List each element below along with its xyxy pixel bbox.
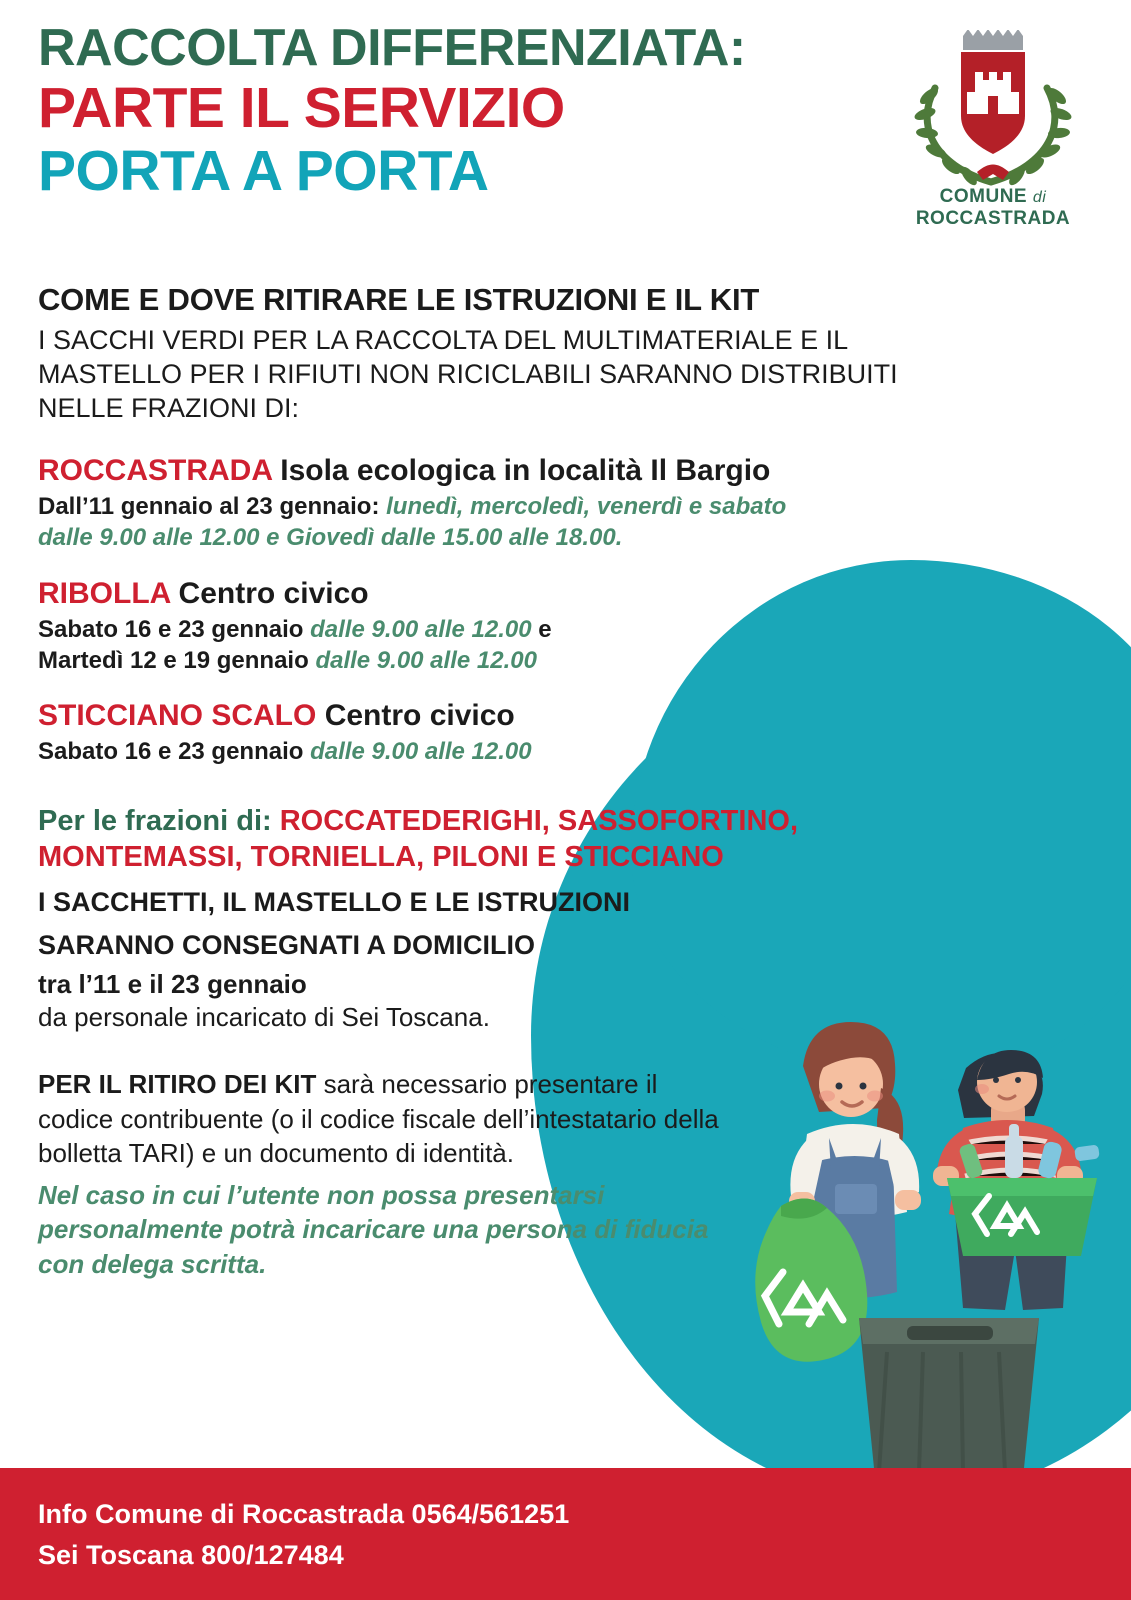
frazioni-dates: tra l’11 e il 23 gennaio xyxy=(38,969,307,1000)
place-where: Centro civico xyxy=(178,576,369,610)
title-line-2: PARTE IL SERVIZIO xyxy=(38,76,565,140)
frazioni-operator: da personale incaricato di Sei Toscana. xyxy=(38,1002,490,1033)
place-block-sticciano-scalo xyxy=(38,698,1038,767)
place-schedule-line-1 xyxy=(38,491,1038,522)
crest-label-di: di xyxy=(1032,189,1047,206)
place-heading xyxy=(38,576,1038,612)
place-name: RIBOLLA xyxy=(38,576,171,610)
place-where: Centro civico xyxy=(324,699,515,732)
footer-contact-bar xyxy=(0,1468,1131,1600)
place-schedule-line-1 xyxy=(38,736,1038,767)
title-line-1: RACCOLTA DIFFERENZIATA: xyxy=(38,19,746,77)
schedule-italic: dalle 9.00 alle 12.00 e Giovedì dalle 15.00 alle 18.00. xyxy=(38,524,623,552)
schedule-bold: Dall’11 gennaio al 23 gennaio: xyxy=(38,493,380,521)
place-schedule-line-2 xyxy=(38,522,1038,553)
ritiro-note: Nel caso in cui l’utente non possa presentarsi personalmente potrà incaricare una persona di fiducia con delega scritta. xyxy=(38,1180,709,1279)
ritiro-title: PER IL RITIRO DEI KIT xyxy=(38,1069,317,1100)
frazioni-caps-line-1: I SACCHETTI, IL MASTELLO E LE ISTRUZIONI xyxy=(38,886,631,917)
people-recycling-illustration xyxy=(711,948,1131,1468)
place-where: Isola ecologica in località Il Bargio xyxy=(280,454,771,488)
frazioni-lead xyxy=(38,803,1038,839)
place-heading xyxy=(38,698,1038,734)
place-name: ROCCASTRADA xyxy=(38,454,272,488)
frazioni-names-line-2-wrap xyxy=(38,839,1038,875)
frazioni-caps-line-2: SARANNO CONSEGNATI A DOMICILIO xyxy=(38,930,535,961)
place-schedule-line-1 xyxy=(38,614,1038,645)
schedule-bold: Martedì 12 e 19 gennaio xyxy=(38,646,309,674)
frazioni-names-line-2: MONTEMASSI, TORNIELLA, PILONI E STICCIANO xyxy=(38,841,724,874)
schedule-tail: e xyxy=(538,615,552,643)
schedule-italic: lunedì, mercoledì, venerdì e sabato xyxy=(386,493,787,521)
crest-label-top: COMUNE xyxy=(939,186,1028,207)
place-schedule-line-2 xyxy=(38,645,1038,676)
ritiro-paragraph xyxy=(38,1067,738,1170)
ritiro-block xyxy=(38,1067,738,1281)
section-title: COME E DOVE RITIRARE LE ISTRUZIONI E IL KIT xyxy=(38,282,760,317)
schedule-italic: dalle 9.00 alle 12.00 xyxy=(315,646,537,674)
coat-of-arms-icon xyxy=(905,30,1081,190)
title-line-3: PORTA A PORTA xyxy=(38,139,489,203)
schedule-italic: dalle 9.00 alle 12.00 xyxy=(310,615,532,643)
frazioni-label: Per le frazioni di: xyxy=(38,805,272,838)
municipality-crest xyxy=(903,20,1083,230)
place-block-roccastrada xyxy=(38,453,1038,553)
footer-line-2: Sei Toscana 800/127484 xyxy=(38,1539,344,1570)
place-heading xyxy=(38,453,1038,489)
footer-line-1: Info Comune di Roccastrada 0564/561251 xyxy=(38,1499,570,1529)
frazioni-names-line-1: ROCCATEDERIGHI, SASSOFORTINO, xyxy=(279,805,798,838)
ritiro-text: sarà necessario presentare il codice contribuente (o il codice fiscale dell’intestatario della bolletta TARI) e un documento di identità. xyxy=(38,1069,719,1168)
schedule-bold: Sabato 16 e 23 gennaio xyxy=(38,738,304,765)
schedule-italic: dalle 9.00 alle 12.00 xyxy=(310,738,532,765)
schedule-bold: Sabato 16 e 23 gennaio xyxy=(38,615,304,643)
place-block-ribolla xyxy=(38,576,1038,676)
place-name: STICCIANO SCALO xyxy=(38,699,317,732)
crest-label xyxy=(903,186,1083,230)
waste-bin xyxy=(859,1318,1039,1468)
section-subtitle: I SACCHI VERDI PER LA RACCOLTA DEL MULTIMATERIALE E IL MASTELLO PER I RIFIUTI NON RICICLABILI SARANNO DISTRIBUITI NELLE FRAZIONI DI: xyxy=(38,325,898,423)
crest-label-bottom: ROCCASTRADA xyxy=(915,207,1071,229)
poster-title xyxy=(38,19,746,206)
